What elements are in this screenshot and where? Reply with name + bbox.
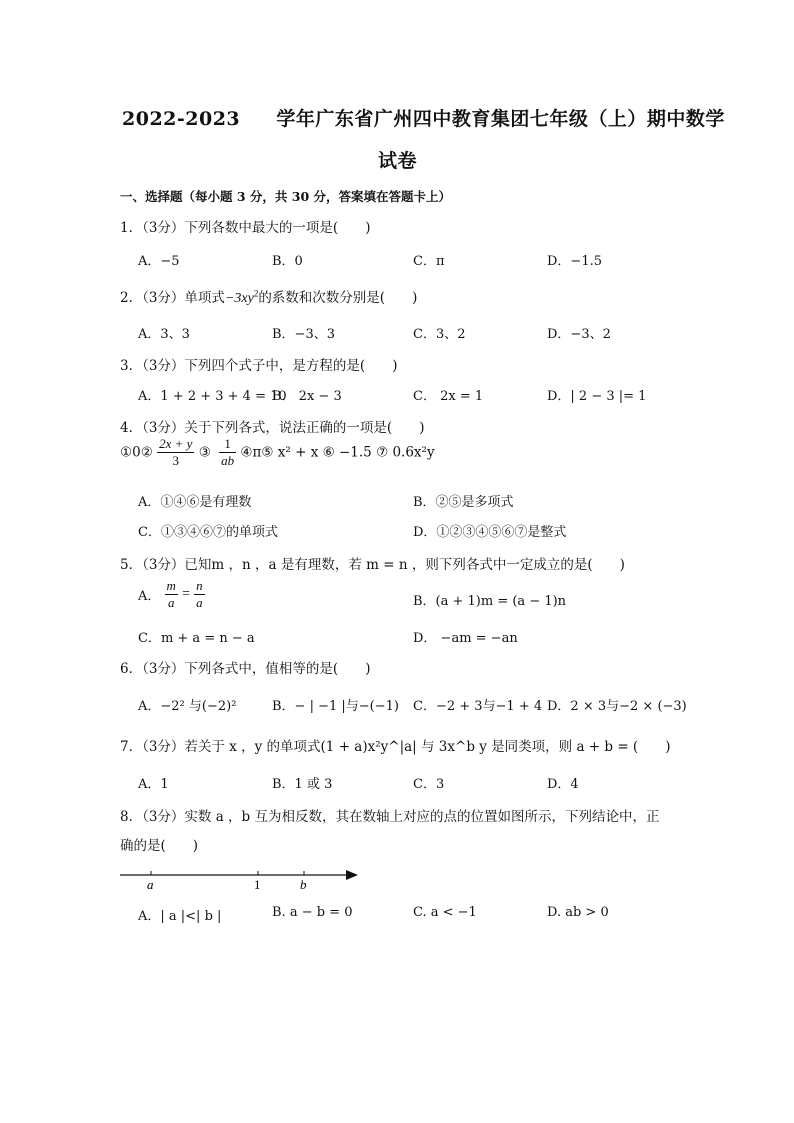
q6-option-d: D．2 × 3与−2 × (−3): [547, 699, 687, 714]
number-line-arrow: [346, 870, 358, 880]
q5-a-fraction-2: [194, 578, 205, 611]
q4-option-d: D．①②③④⑤⑥⑦是整式: [413, 525, 567, 540]
q3-option-d: D．| 2 − 3 |= 1: [547, 389, 647, 404]
q1-option-c: C．π: [413, 254, 445, 269]
q2-stem-post: 的系数和次数分别是( ): [258, 290, 418, 306]
q4-option-a: A．①④⑥是有理数: [138, 495, 252, 510]
q1-option-a: A．−5: [138, 254, 180, 269]
q4-fraction-1-denominator: 3: [172, 453, 179, 468]
q7-option-d: D．4: [547, 777, 579, 792]
q8-option-b: B. a − b = 0: [272, 905, 353, 920]
title-line2: 试卷: [378, 150, 418, 172]
q4-option-b: B．②⑤是多项式: [413, 495, 514, 510]
q7-option-b: B．1 或 3: [272, 777, 333, 792]
label-a: a: [147, 877, 154, 892]
q2-stem-pre: 2．（3分）单项式: [120, 290, 225, 306]
q6-option-a: A．−2² 与(−2)²: [138, 699, 237, 714]
q4-items-post: ④π⑤ x² + x ⑥ −1.5 ⑦ 0.6x²y: [240, 444, 435, 461]
q5-a-fraction-1-denominator: a: [167, 595, 175, 610]
q4-fraction-1-numerator: 2x + y: [159, 436, 193, 451]
question-1-stem: 1．（3分）下列各数中最大的一项是( ): [120, 220, 371, 236]
q4-items-pre: ①0②: [120, 444, 153, 461]
q5-option-a: [138, 578, 205, 611]
question-4-stem: 4．（3分）关于下列各式，说法正确的一项是( ): [120, 420, 425, 436]
q5-option-a-label: A．: [138, 589, 161, 604]
q2-option-d: D．−3、2: [547, 327, 611, 342]
q2-exponent: 2: [253, 288, 259, 299]
q5-a-fraction-2-numerator: n: [196, 578, 203, 593]
q4-fraction-2-numerator: 1: [219, 436, 236, 453]
q3-option-a: A．1 + 2 + 3 + 4 = 10: [138, 389, 287, 404]
q2-option-a: A．3、3: [138, 327, 190, 342]
q2-option-c: C．3、2: [413, 327, 466, 342]
question-8-stem-line1: 8．（3分）实数 a ，b 互为相反数，其在数轴上对应的点的位置如图所示，下列结论中，正: [120, 809, 660, 825]
label-1: 1: [254, 877, 261, 892]
title-year: 2022-2023: [122, 108, 241, 130]
q2-monomial: −3xy: [224, 291, 254, 306]
q5-option-d: D． −am = −an: [413, 631, 518, 646]
label-b: b: [300, 877, 307, 892]
q8-option-c: C. a < −1: [413, 905, 477, 920]
question-7-stem: 7．（3分）若关于 x ，y 的单项式(1 + a)x²y^|a| 与 3x^b y 是同类项，则 a + b = ( ): [120, 739, 671, 755]
question-2-stem: [120, 286, 417, 307]
q4-option-c: C．①③④⑥⑦的单项式: [138, 525, 278, 540]
q5-option-b: B．(a + 1)m = (a − 1)n: [413, 594, 567, 609]
q4-item-3: ③: [198, 444, 211, 461]
q6-option-c: C．−2 + 3与−1 + 4: [413, 699, 543, 714]
q8-option-a: A．| a |<| b |: [138, 909, 222, 924]
q1-option-d: D．−1.5: [547, 254, 602, 269]
q1-option-b: B．0: [272, 254, 303, 269]
q5-a-fraction-1: [165, 578, 178, 611]
question-8-stem-line2: 确的是( ): [120, 838, 199, 854]
q3-option-b: B． 2x − 3: [272, 389, 342, 404]
q5-a-fraction-1-numerator: m: [166, 578, 176, 593]
q3-option-c: C． 2x = 1: [413, 389, 484, 404]
q4-expression-list: [120, 436, 435, 469]
q5-a-fraction-2-denominator: a: [196, 595, 203, 610]
number-line-figure: [118, 862, 368, 894]
q7-option-c: C．3: [413, 777, 445, 792]
q2-option-b: B．−3、3: [272, 327, 335, 342]
q5-a-equals: =: [182, 586, 190, 602]
q4-fraction-2: [219, 436, 236, 469]
q5-option-c: C．m + a = n − a: [138, 631, 255, 646]
q4-fraction-2-denominator: ab: [221, 453, 235, 468]
title-text: 学年广东省广州四中教育集团七年级（上）期中数学: [276, 108, 725, 130]
q6-option-b: B．− | −1 |与−(−1): [272, 699, 399, 714]
question-3-stem: 3．（3分）下列四个式子中，是方程的是( ): [120, 358, 398, 374]
q8-option-d: D. ab > 0: [547, 905, 609, 920]
q4-fraction-1: [157, 436, 194, 469]
q7-option-a: A．1: [138, 777, 169, 792]
question-6-stem: 6．（3分）下列各式中，值相等的是( ): [120, 661, 371, 677]
question-5-stem: 5．（3分）已知m ，n ，a 是有理数，若 m = n ，则下列各式中一定成立的是( ): [120, 557, 625, 573]
section-heading: 一、选择题（每小题 3 分，共 30 分，答案填在答题卡上）: [120, 189, 452, 204]
